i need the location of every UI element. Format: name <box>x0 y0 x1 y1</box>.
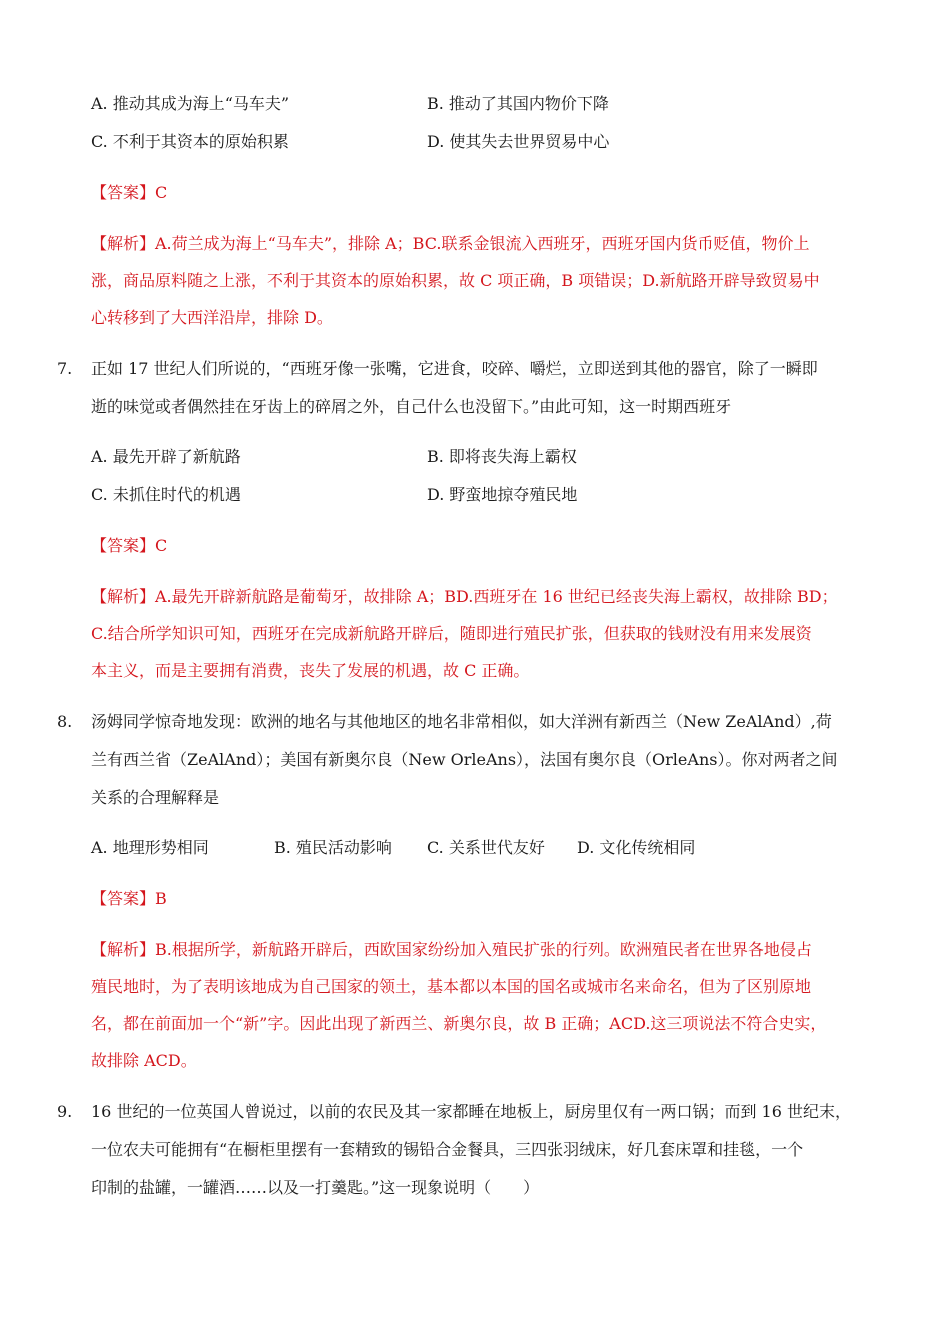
q9-stem-line: 印制的盐罐，一罐酒……以及一打羹匙。”这一现象说明（ ） <box>91 1178 540 1197</box>
q8-option-a: A. 地理形势相同 <box>91 838 209 857</box>
q8-analysis-line: 名，都在前面加一个“新”字。因此出现了新西兰、新奥尔良，故 B 正确；ACD.这三项说法不符合史实， <box>91 1014 827 1033</box>
q8-option-c: C. 关系世代友好 <box>427 838 545 857</box>
q6-answer: 【答案】C <box>91 183 168 202</box>
q6-option-b: B. 推动了其国内物价下降 <box>427 94 609 113</box>
q9-number: 9. <box>57 1102 73 1121</box>
q8-stem-line: 关系的合理解释是 <box>91 788 220 807</box>
q7-option-c: C. 未抓住时代的机遇 <box>91 485 241 504</box>
q6-analysis-line: 涨，商品原料随之上涨，不利于其资本的原始积累，故 C 项正确，B 项错误；D.新航路开辟导致贸易中 <box>91 271 820 290</box>
q8-stem-line: 汤姆同学惊奇地发现：欧洲的地名与其他地区的地名非常相似，如大洋洲有新西兰（New ZeAlAnd）,荷 <box>91 712 832 731</box>
q8-option-d: D. 文化传统相同 <box>577 838 696 857</box>
q7-analysis-line: C.结合所学知识可知，西班牙在完成新航路开辟后，随即进行殖民扩张，但获取的钱财没有用来发展资 <box>91 624 812 643</box>
q6-analysis-line: 心转移到了大西洋沿岸，排除 D。 <box>91 308 333 327</box>
q7-stem-line: 逝的味觉或者偶然挂在牙齿上的碎屑之外，自己什么也没留下。”由此可知，这一时期西班牙 <box>91 397 732 416</box>
q8-analysis-line: 故排除 ACD。 <box>91 1051 197 1070</box>
q7-stem-line: 正如 17 世纪人们所说的，“西班牙像一张嘴，它进食，咬碎、嚼烂，立即送到其他的器官，除了一瞬即 <box>91 359 818 378</box>
q6-option-a: A. 推动其成为海上“马车夫” <box>91 94 290 113</box>
q8-number: 8. <box>57 712 73 731</box>
q9-stem-line: 16 世纪的一位英国人曾说过，以前的农民及其一家都睡在地板上，厨房里仅有一两口锅；而到 16 世纪末， <box>91 1102 851 1121</box>
q9-stem-line: 一位农夫可能拥有“在橱柜里摆有一套精致的锡铅合金餐具，三四张羽绒床，好几套床罩和挂毯，一个 <box>91 1140 804 1159</box>
q7-number: 7. <box>57 359 73 378</box>
q7-answer: 【答案】C <box>91 536 168 555</box>
q8-analysis-line: 殖民地时，为了表明该地成为自己国家的领土，基本都以本国的国名或城市名来命名，但为了区别原地 <box>91 977 812 996</box>
q8-analysis-line: 【解析】B.根据所学，新航路开辟后，西欧国家纷纷加入殖民扩张的行列。欧洲殖民者在世界各地侵占 <box>91 940 812 959</box>
q8-stem-line: 兰有西兰省（ZeAlAnd）；美国有新奥尔良（New OrleAns），法国有奥尔良（OrleAns）。你对两者之间 <box>91 750 838 769</box>
q7-option-b: B. 即将丧失海上霸权 <box>427 447 577 466</box>
q8-answer: 【答案】B <box>91 889 167 908</box>
q7-analysis-line: 本主义，而是主要拥有消费，丧失了发展的机遇，故 C 正确。 <box>91 661 530 680</box>
q6-option-d: D. 使其失去世界贸易中心 <box>427 132 610 151</box>
q8-option-b: B. 殖民活动影响 <box>274 838 392 857</box>
q6-analysis-line: 【解析】A.荷兰成为海上“马车夫”，排除 A；BC.联系金银流入西班牙，西班牙国内货币贬值，物价上 <box>91 234 810 253</box>
q7-option-d: D. 野蛮地掠夺殖民地 <box>427 485 578 504</box>
q6-option-c: C. 不利于其资本的原始积累 <box>91 132 289 151</box>
q7-option-a: A. 最先开辟了新航路 <box>91 447 241 466</box>
q7-analysis-line: 【解析】A.最先开辟新航路是葡萄牙，故排除 A；BD.西班牙在 16 世纪已经丧失海上霸权，故排除 BD； <box>91 587 838 606</box>
